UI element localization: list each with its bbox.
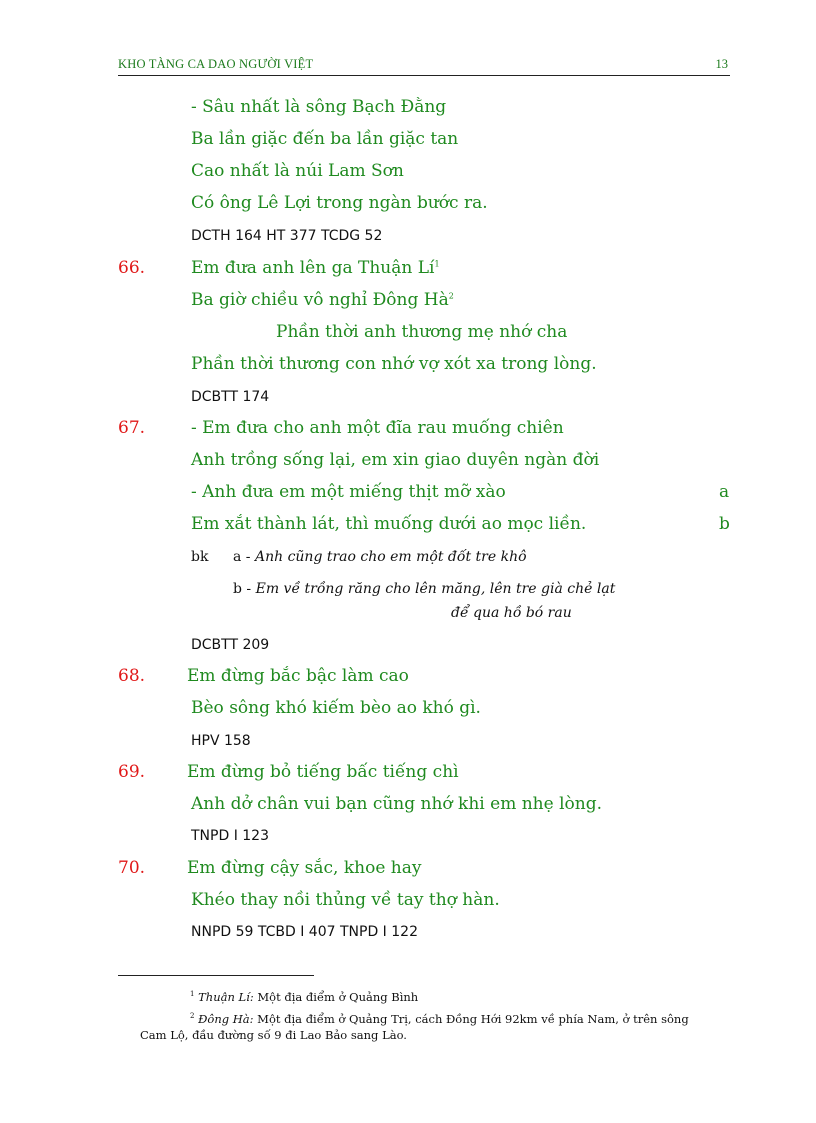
footnote-text: Một địa điểm ở Quảng Trị, cách Đồng Hới 92km về phía Nam, ở trên sông xyxy=(253,1012,689,1026)
footnote-text: Một địa điểm ở Quảng Bình xyxy=(253,990,419,1004)
verse-line: Cao nhất là núi Lam Sơn xyxy=(191,161,404,181)
entry-number: 67. xyxy=(118,418,146,438)
verse-line: - Sâu nhất là sông Bạch Đằng xyxy=(191,97,447,117)
verse-line xyxy=(191,258,440,278)
footnote-term: Đông Hà: xyxy=(198,1012,254,1026)
source-reference: DCBTT 174 xyxy=(191,389,270,405)
footnote-term: Thuận Lí: xyxy=(198,990,254,1004)
entry-number: 68. xyxy=(118,666,146,686)
running-header xyxy=(118,55,730,75)
variant-label: bk xyxy=(191,549,209,565)
header-rule xyxy=(118,75,730,76)
variant-b xyxy=(233,580,615,598)
variant-text: Anh cũng trao cho em một đốt tre khô xyxy=(254,549,527,565)
footnote-ref[interactable]: 1 xyxy=(434,259,440,269)
verse-line: Anh dở chân vui bạn cũng nhớ khi em nhẹ lòng. xyxy=(191,794,603,814)
footnote-2 xyxy=(190,1012,689,1027)
verse-line: Có ông Lê Lợi trong ngàn bước ra. xyxy=(191,193,488,213)
source-reference: DCBTT 209 xyxy=(191,637,270,653)
verse-line: Khéo thay nồi thủng về tay thợ hàn. xyxy=(191,890,500,910)
variant-prefix: b - xyxy=(233,581,256,597)
verse-line: Anh trồng sống lại, em xin giao duyên ngàn đời xyxy=(191,450,600,470)
verse-text: Em đưa anh lên ga Thuận Lí xyxy=(191,258,435,278)
verse-line: Em đừng bỏ tiếng bấc tiếng chì xyxy=(187,762,459,782)
verse-line xyxy=(191,290,454,310)
entry-number: 70. xyxy=(118,858,146,878)
verse-line: Em đừng bắc bậc làm cao xyxy=(187,666,409,686)
verse-line: - Anh đưa em một miếng thịt mỡ xào xyxy=(191,482,506,502)
header-title: KHO TÀNG CA DAO NGƯỜI VIỆT xyxy=(118,57,314,71)
entry-number: 69. xyxy=(118,762,146,782)
variant-prefix: a - xyxy=(233,549,255,565)
source-reference: TNPD I 123 xyxy=(191,828,269,844)
variant-a xyxy=(233,548,527,566)
verse-text: Ba giờ chiều vô nghỉ Đông Hà xyxy=(191,290,449,310)
footnote-rule xyxy=(118,975,314,976)
footnote-number: 2 xyxy=(190,1012,195,1021)
entry-number: 66. xyxy=(118,258,146,278)
source-reference: HPV 158 xyxy=(191,733,251,749)
variant-mark: a xyxy=(719,482,730,502)
verse-line: Em xắt thành lát, thì muống dưới ao mọc liền. xyxy=(191,514,587,534)
verse-line: Ba lần giặc đến ba lần giặc tan xyxy=(191,129,459,149)
source-reference: NNPD 59 TCBD I 407 TNPD I 122 xyxy=(191,924,418,940)
footnote-ref[interactable]: 2 xyxy=(448,291,454,301)
footnote-2-continued: Cam Lộ, đầu đường số 9 đi Lao Bảo sang Lào. xyxy=(140,1028,407,1042)
variant-text: Em về trồng răng cho lên măng, lên tre già chẻ lạt xyxy=(255,581,616,597)
source-reference: DCTH 164 HT 377 TCDG 52 xyxy=(191,228,383,244)
variant-b-continued xyxy=(451,604,572,622)
verse-line: Bèo sông khó kiếm bèo ao khó gì. xyxy=(191,698,481,718)
variant-mark: b xyxy=(719,514,730,534)
verse-line: Phần thời anh thương mẹ nhớ cha xyxy=(276,322,568,342)
page-number: 13 xyxy=(715,57,728,71)
footnote-1 xyxy=(190,990,418,1005)
variant-text: để qua hồ bó rau xyxy=(451,605,572,621)
verse-line: Em đừng cậy sắc, khoe hay xyxy=(187,858,422,878)
verse-line: - Em đưa cho anh một đĩa rau muống chiên xyxy=(191,418,564,438)
footnote-number: 1 xyxy=(190,990,195,999)
verse-line: Phần thời thương con nhớ vợ xót xa trong lòng. xyxy=(191,354,597,374)
